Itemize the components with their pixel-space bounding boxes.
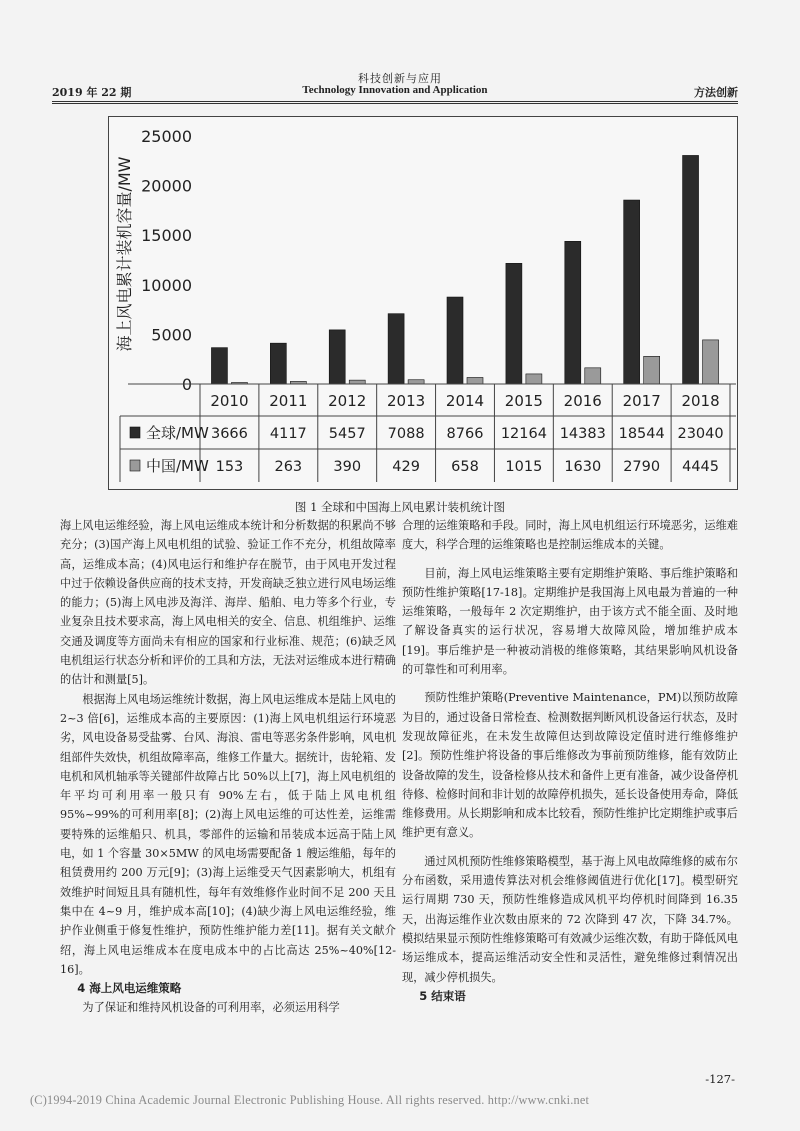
- data-value-cell: 153: [215, 459, 244, 475]
- copyright-footer: (C)1994-2019 China Academic Journal Electronic Publishing House. All rights reserved. http://www.cnki.net: [30, 1093, 590, 1107]
- series-label: 中国/MW: [146, 457, 209, 475]
- paragraph: 合理的运维策略和手段。同时，海上风电机组运行环境恶劣，运维难度大，科学合理的运维策略也是控制运维成本的关键。: [402, 519, 738, 552]
- legend-key-global: [130, 427, 140, 438]
- data-value-cell: 1630: [564, 459, 602, 475]
- bar-global: [624, 200, 640, 384]
- bar-china: [349, 380, 365, 384]
- x-category-label: 2018: [681, 392, 720, 410]
- paragraph: 预防性维护策略(Preventive Maintenance，PM)以预防故障为目的，通过设备日常检查、检测数据判断风机设备运行状态，及时发现故障征兆，在未发生故障但达到故障设定值时进行维修维护[2]。预防性维护将设备的事后维修改为事前预防维修，能有效防止设备故障的发生，设备检修从技术和备件上更有准备，减少设备停机待修、检修时间和非计划的故障停机损失，延长设备使用寿命，降低维修费用。从长期影响和成本比较看，预防性维护比定期维护或事后维护更有意义。: [402, 691, 738, 840]
- bar-global: [211, 348, 227, 384]
- section-heading: 4 海上风电运维策略: [77, 981, 182, 996]
- bar-china: [703, 340, 719, 384]
- section-heading: 5 结束语: [419, 988, 466, 1003]
- data-value-cell: 1015: [505, 459, 543, 475]
- x-category-label: 2015: [504, 392, 543, 410]
- y-axis-label: 海上风电累计装机容量/MW: [115, 156, 134, 352]
- x-category-label: 2017: [622, 392, 661, 410]
- legend-key-china: [130, 460, 140, 471]
- issue-label: 2019 年 22 期: [52, 86, 132, 99]
- bar-global: [565, 241, 581, 384]
- data-value-cell: 18544: [618, 426, 665, 442]
- section-label: 方法创新: [694, 86, 738, 99]
- data-value-cell: 390: [333, 459, 362, 475]
- data-value-cell: 5457: [328, 426, 366, 442]
- bar-china: [526, 374, 542, 384]
- paragraph: 海上风电运维经验，海上风电运维成本统计和分析数据的积累尚不够充分；(3)国产海上风电机组的试验、验证工作不充分，机组故障率高，运维成本高；(4)风电运行和维护存在脱节，由于风电开发过程中过于依赖设备供应商的技术支持，开发商缺乏独立进行风电场运维的能力；(5)海上风电涉及海洋、海岸、船舶、电力等多个行业，专业复杂且技术要求高，海上风电相关的安全、信息、机组维护、运维交通及调度等方面尚未有相应的国家和行业标准、规范；(6)缺乏风电机组运行状态分析和评价的工具和方法，无法对运维成本进行精确的估计和测量[5]。: [60, 519, 396, 687]
- journal-name-cn: 科技创新与应用: [358, 72, 442, 85]
- paragraph: 目前，海上风电运维策略主要有定期维护策略、事后维护策略和预防性维护策略[17-18]。定期维护是我国海上风电最为普遍的一种运维策略，一般每年 2 次定期维护，由于该方式不能全面、及时地了解设备真实的运行状况，容易增大故障风险，增加维护成本[19]。事后维护是一种被动消极的维修策略，其结果影响风机设备的可靠性和可利用率。: [402, 566, 738, 677]
- x-category-label: 2016: [563, 392, 602, 410]
- bar-china: [644, 356, 660, 384]
- left-column: [60, 516, 396, 1018]
- bar-china: [585, 368, 601, 384]
- y-tick-label: 5000: [151, 325, 192, 345]
- data-value-cell: 7088: [387, 426, 425, 442]
- bar-global: [388, 314, 404, 384]
- bar-global: [329, 330, 345, 384]
- y-tick-label: 25000: [141, 127, 192, 146]
- right-column: [402, 516, 738, 1006]
- y-tick-label: 20000: [141, 176, 192, 196]
- running-header: [52, 84, 738, 100]
- series-label: 全球/MW: [146, 424, 209, 442]
- bar-global: [506, 263, 522, 384]
- paragraph: 为了保证和维持风机设备的可利用率，必须运用科学: [82, 1001, 340, 1015]
- data-value-cell: 23040: [677, 426, 724, 442]
- x-category-label: 2012: [328, 392, 367, 410]
- header-rule-2: [52, 103, 738, 104]
- header-rule: [52, 101, 738, 102]
- data-value-cell: 658: [451, 459, 479, 475]
- x-category-label: 2013: [387, 392, 426, 410]
- y-tick-label: 15000: [141, 226, 192, 246]
- y-tick-label: 0: [181, 375, 192, 394]
- data-value-cell: 263: [274, 459, 303, 475]
- data-value-cell: 2790: [623, 459, 661, 475]
- bar-global: [447, 297, 463, 384]
- paragraph: 通过风机预防性维修策略模型，基于海上风电故障维修的威布尔分布函数，采用遗传算法对机会维修阈值进行优化[17]。模型研究运行周期 730 天，预防性维修造成风机平均停机时间降到 16.35 天，出海运维作业次数由原来的 72 次降到 47 次，下降 34.7%。模拟结果显示预防性维修策略可有效减少运维次数，有助于降低风电场运维成本，提高运维活动安全性和灵活性，避免维修过剩情况出现，减少停机损失。: [402, 854, 738, 984]
- y-tick-label: 10000: [141, 275, 192, 295]
- journal-name-en: Technology Innovation and Application: [302, 84, 488, 96]
- bar-global: [270, 343, 286, 384]
- page-number: -127-: [705, 1072, 735, 1086]
- x-category-label: 2014: [445, 392, 485, 410]
- figure-caption: 图 1 全球和中国海上风电累计装机统计图: [294, 500, 506, 514]
- data-value-cell: 4117: [269, 426, 307, 442]
- bar-china: [467, 377, 483, 384]
- data-value-cell: 3666: [210, 426, 248, 442]
- data-value-cell: 429: [392, 459, 420, 475]
- bar-china: [408, 380, 424, 384]
- paragraph: 根据海上风电场运维统计数据，海上风电运维成本是陆上风电的 2~3 倍[6]，运维成本高的主要原因：(1)海上风电机组运行环境恶劣，风电设备易受盐雾、台风、海浪、雷电等恶劣条件影响，风电机组部件失效快，机组故障率高，维修工作量大。据统计，齿轮箱、发电机和风机轴承等关键部件故障占比 50%以上[7]，海上风电机组的年平均可利用率一般只有 90%左右，低于陆上风电机组 95%~99%的可利用率[8]；(2)海上风电运维的可达性差，运维需要特殊的运维船只、机具，零部件的运输和吊装成本远高于陆上风电，如 1 个容量 30×5MW 的风电场需要配备 1 艘运维船，每年的租赁费用约 200 万元[9]；(3)海上运维受天气因素影响大，机组有效维护时间短且具有随机性，每年有效维修作业时间不足 200 天且集中在 4~9 月，维护成本高[10]；(4)缺少海上风电运维经验，维护作业侧重于修复性维护，预防性维护能力差[11]。据有关文献介绍，海上风电运维成本在度电成本中的占比高达 25%~40%[12-16]。: [60, 692, 396, 976]
- data-value-cell: 4445: [682, 459, 720, 475]
- capacity-bar-chart: [108, 116, 738, 490]
- data-value-cell: 8766: [446, 426, 484, 442]
- x-category-label: 2010: [210, 392, 249, 410]
- bar-global: [683, 155, 699, 384]
- data-value-cell: 14383: [559, 426, 606, 442]
- data-value-cell: 12164: [500, 426, 547, 442]
- x-category-label: 2011: [269, 392, 308, 410]
